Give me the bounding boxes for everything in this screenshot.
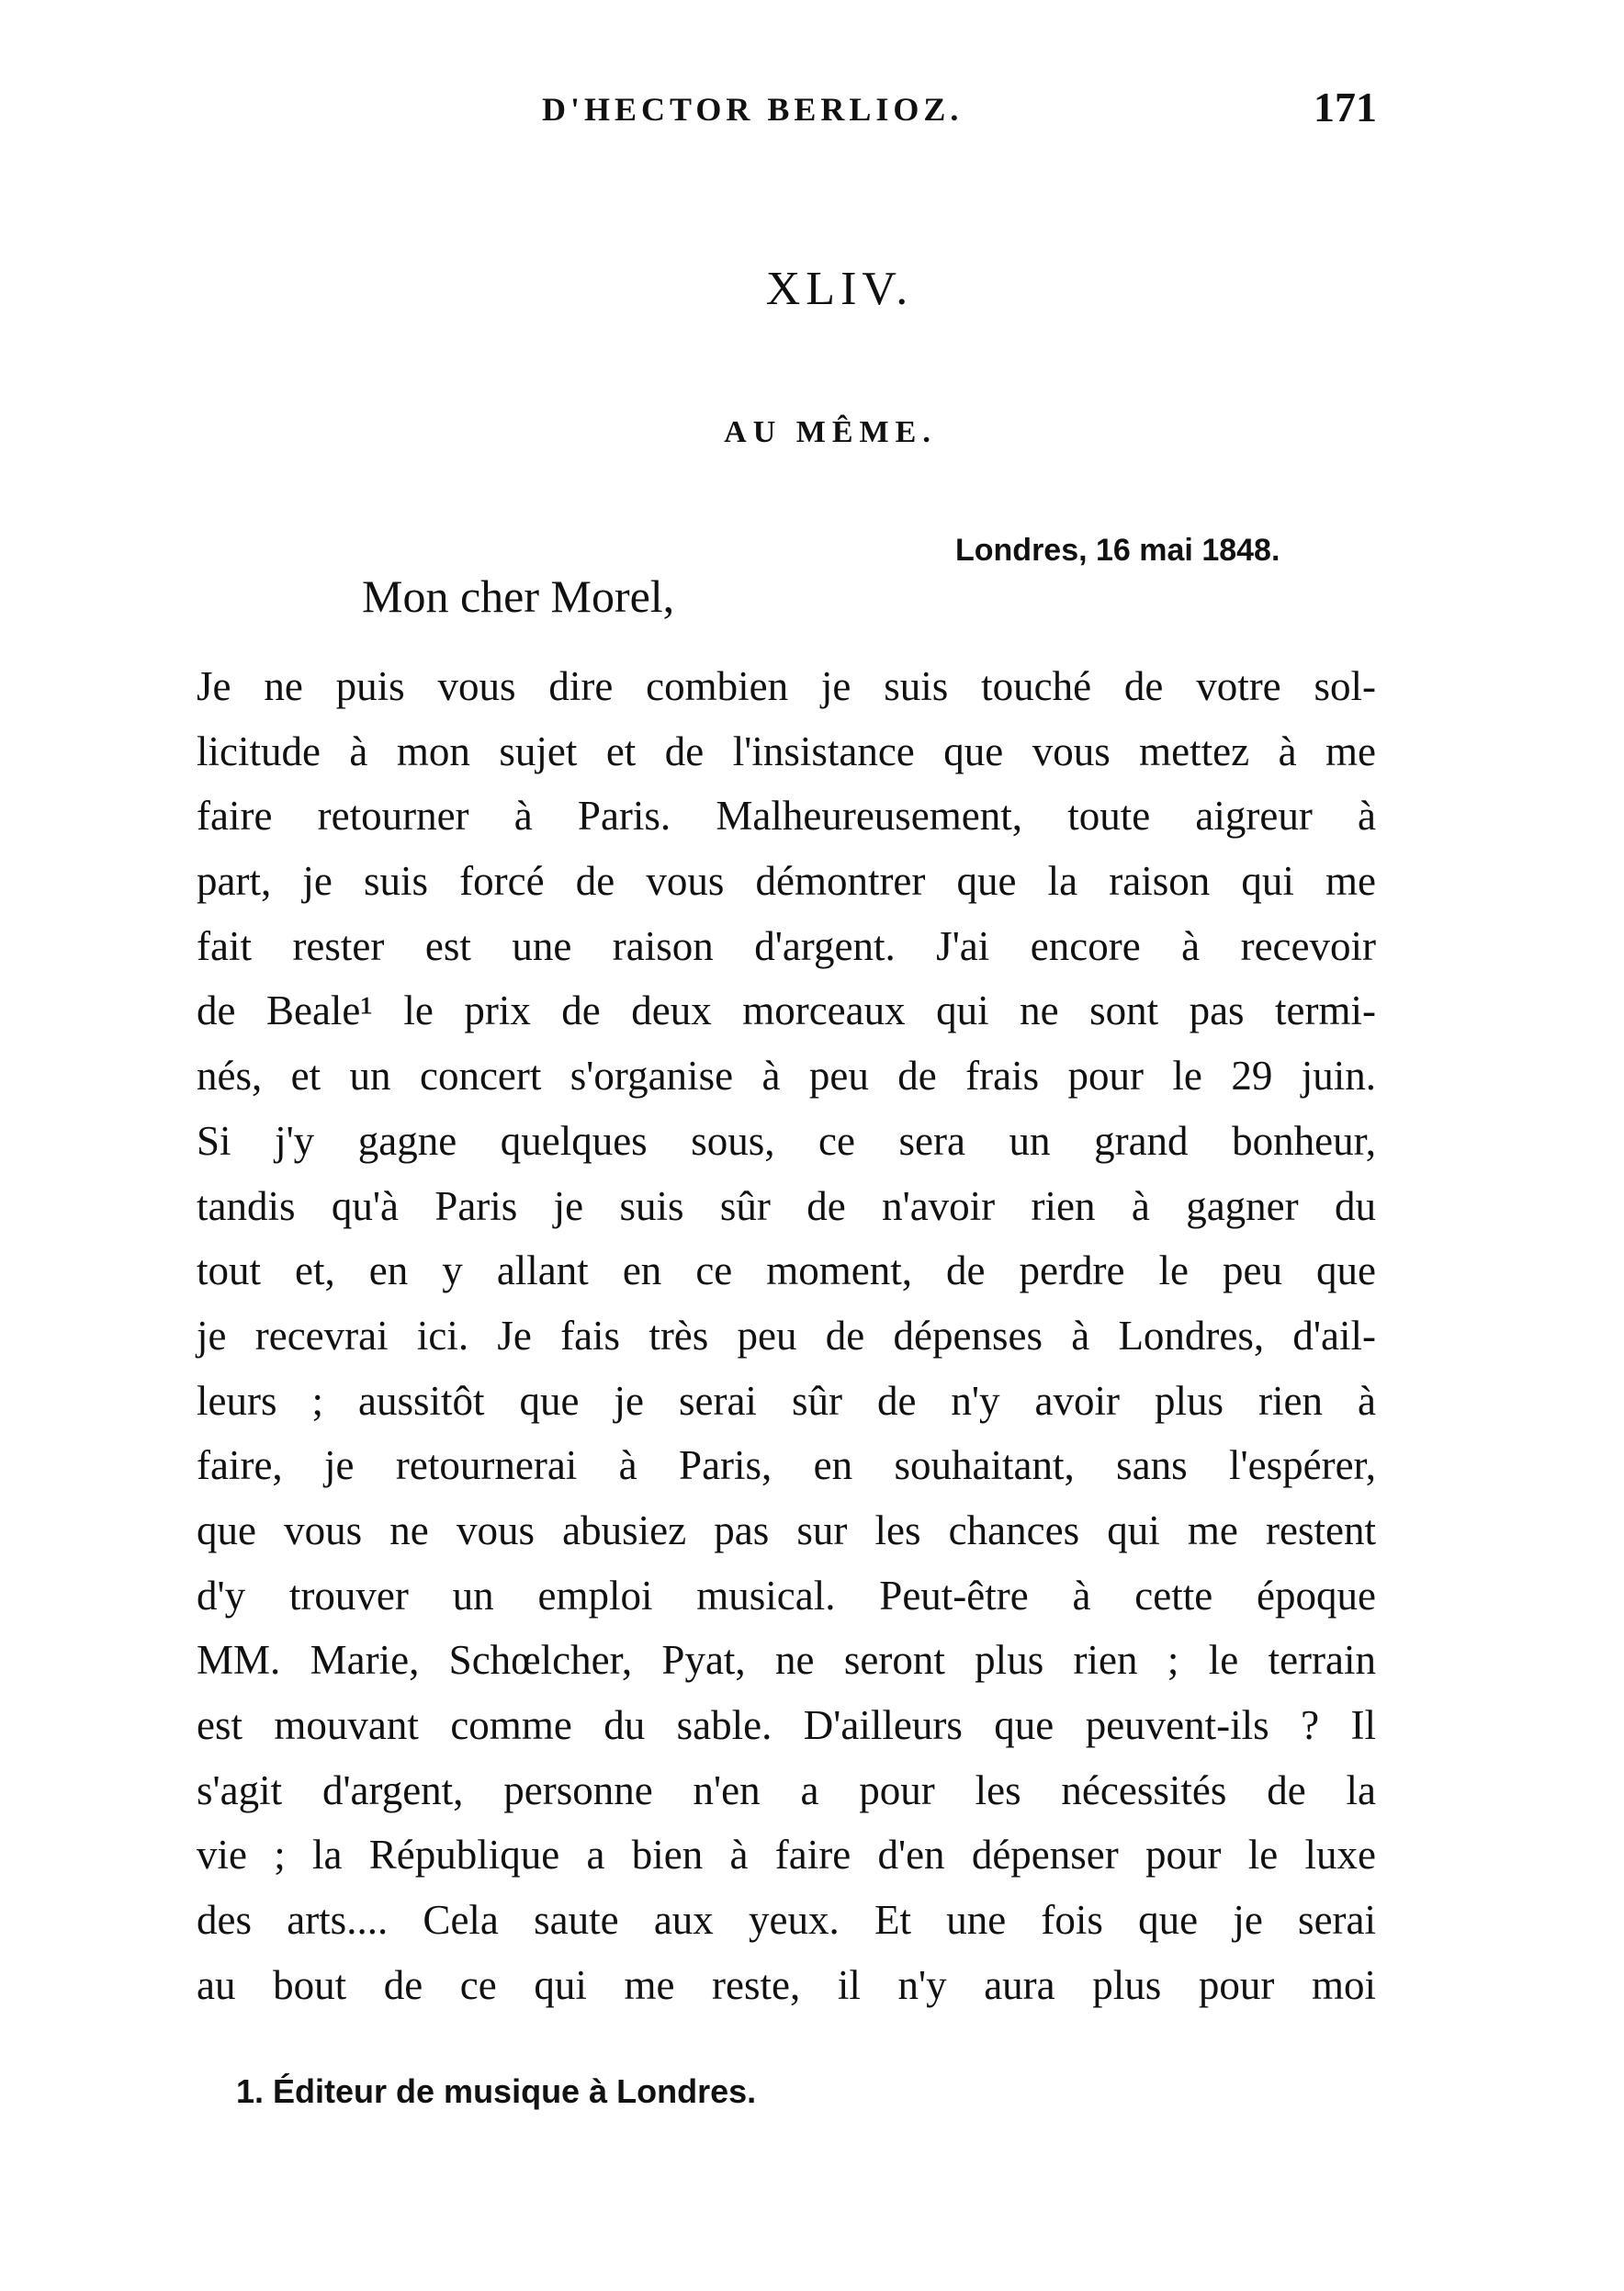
- body-line: fait rester est une raison d'argent. J'ai encore à recevoir: [197, 922, 1376, 969]
- body-line: s'agit d'argent, personne n'en a pour les nécessités de la: [197, 1766, 1376, 1813]
- letter-recipient: AU MÊME.: [724, 415, 937, 449]
- body-line: licitude à mon sujet et de l'insistance que vous mettez à me: [197, 728, 1376, 774]
- body-line: part, je suis forcé de vous démontrer que la raison qui me: [197, 858, 1376, 905]
- body-line: vie ; la République a bien à faire d'en dépenser pour le luxe: [197, 1832, 1376, 1879]
- body-line: faire retourner à Paris. Malheureusement, toute aigreur à: [197, 793, 1376, 840]
- body-line: est mouvant comme du sable. D'ailleurs que peuvent-ils ? Il: [197, 1702, 1376, 1748]
- body-line: faire, je retournerai à Paris, en souhaitant, sans l'espérer,: [197, 1442, 1376, 1489]
- body-line: de Beale¹ le prix de deux morceaux qui ne sont pas termi-: [197, 988, 1376, 1034]
- letter-salutation: Mon cher Morel,: [362, 570, 675, 622]
- letter-number: XLIV.: [765, 263, 914, 315]
- body-line: nés, et un concert s'organise à peu de frais pour le 29 juin.: [197, 1053, 1376, 1100]
- body-line: d'y trouver un emploi musical. Peut-être à cette époque: [197, 1572, 1376, 1619]
- body-line: Si j'y gagne quelques sous, ce sera un grand bonheur,: [197, 1117, 1376, 1164]
- body-line: au bout de ce qui me reste, il n'y aura plus pour moi: [197, 1961, 1376, 2008]
- body-line: des arts.... Cela saute aux yeux. Et une fois que je serai: [197, 1897, 1376, 1944]
- body-line: tout et, en y allant en ce moment, de perdre le peu que: [197, 1247, 1376, 1294]
- body-line: leurs ; aussitôt que je serai sûr de n'y avoir plus rien à: [197, 1377, 1376, 1424]
- footnote: 1. Éditeur de musique à Londres.: [236, 2072, 757, 2110]
- running-header: D'HECTOR BERLIOZ.: [542, 91, 964, 128]
- body-line: Je ne puis vous dire combien je suis touché de votre sol-: [197, 663, 1376, 709]
- body-line: je recevrai ici. Je fais très peu de dépenses à Londres, d'ail-: [197, 1312, 1376, 1359]
- letter-body: [197, 654, 1376, 2017]
- body-line: tandis qu'à Paris je suis sûr de n'avoir rien à gagner du: [197, 1182, 1376, 1229]
- page-number: 171: [1314, 84, 1377, 130]
- letter-dateline: Londres, 16 mai 1848.: [955, 533, 1280, 568]
- body-line: que vous ne vous abusiez pas sur les chances qui me restent: [197, 1507, 1376, 1553]
- body-line: MM. Marie, Schœlcher, Pyat, ne seront plus rien ; le terrain: [197, 1637, 1376, 1684]
